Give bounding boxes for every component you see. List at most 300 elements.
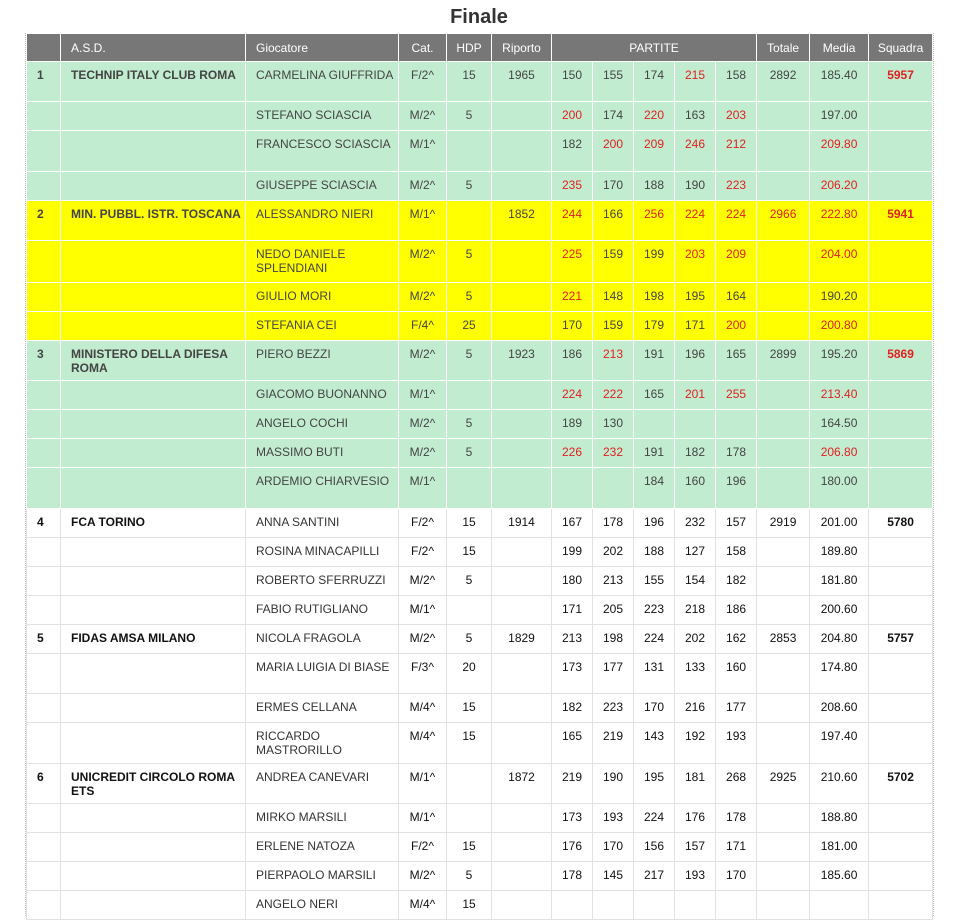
player-category: M/4^ (399, 694, 447, 723)
club-name-empty (61, 891, 246, 920)
game-score: 180 (552, 567, 593, 596)
game-score: 158 (716, 62, 757, 102)
team-squadra-empty (869, 654, 933, 694)
table-row (27, 567, 933, 596)
player-hdp: 5 (447, 341, 492, 381)
player-riporto: 1852 (492, 201, 552, 241)
player-name: ROBERTO SFERRUZZI (246, 567, 399, 596)
team-position-empty (27, 862, 61, 891)
team-totale-empty (757, 804, 810, 833)
player-category: M/1^ (399, 804, 447, 833)
game-score: 196 (634, 509, 675, 538)
game-score: 216 (675, 694, 716, 723)
player-media: 180.00 (810, 468, 869, 509)
player-name: GIUSEPPE SCIASCIA (246, 172, 399, 201)
player-hdp: 5 (447, 283, 492, 312)
player-media: 189.80 (810, 538, 869, 567)
game-score: 203 (675, 241, 716, 283)
game-score: 170 (593, 172, 634, 201)
player-name: ANNA SANTINI (246, 509, 399, 538)
game-score: 224 (675, 201, 716, 241)
club-name-empty (61, 567, 246, 596)
player-name: FRANCESCO SCIASCIA (246, 131, 399, 172)
game-score: 191 (634, 341, 675, 381)
player-riporto (492, 833, 552, 862)
club-name-empty (61, 723, 246, 764)
player-name: MARIA LUIGIA DI BIASE (246, 654, 399, 694)
game-score: 159 (593, 241, 634, 283)
player-category: M/1^ (399, 201, 447, 241)
game-score: 256 (634, 201, 675, 241)
player-riporto (492, 723, 552, 764)
player-hdp: 15 (447, 833, 492, 862)
team-totale-empty (757, 891, 810, 920)
table-row (27, 862, 933, 891)
table-row (27, 172, 933, 201)
game-score (716, 891, 757, 920)
game-score: 199 (552, 538, 593, 567)
game-score (675, 410, 716, 439)
player-riporto (492, 102, 552, 131)
player-category: M/2^ (399, 862, 447, 891)
game-score: 246 (675, 131, 716, 172)
player-riporto (492, 312, 552, 341)
game-score: 173 (552, 654, 593, 694)
player-name: MASSIMO BUTI (246, 439, 399, 468)
player-name: PIERO BEZZI (246, 341, 399, 381)
player-riporto (492, 596, 552, 625)
game-score: 143 (634, 723, 675, 764)
game-score (634, 891, 675, 920)
team-totale-empty (757, 833, 810, 862)
player-media: 195.20 (810, 341, 869, 381)
player-media: 185.40 (810, 62, 869, 102)
game-score: 193 (675, 862, 716, 891)
player-riporto (492, 654, 552, 694)
table-row (27, 804, 933, 833)
player-name: STEFANIA CEI (246, 312, 399, 341)
game-score: 186 (716, 596, 757, 625)
game-score: 205 (593, 596, 634, 625)
player-category: M/2^ (399, 172, 447, 201)
player-media: 181.80 (810, 567, 869, 596)
table-row (27, 654, 933, 694)
table-row (27, 381, 933, 410)
player-category: M/1^ (399, 131, 447, 172)
club-name-empty (61, 312, 246, 341)
table-row (27, 341, 933, 381)
game-score: 174 (593, 102, 634, 131)
table-row (27, 509, 933, 538)
team-squadra: 5780 (869, 509, 933, 538)
player-category: F/4^ (399, 312, 447, 341)
game-score: 200 (552, 102, 593, 131)
club-name-empty (61, 538, 246, 567)
table-row (27, 102, 933, 131)
player-name: ARDEMIO CHIARVESIO (246, 468, 399, 509)
player-category: M/2^ (399, 241, 447, 283)
team-position-empty (27, 312, 61, 341)
team-position-empty (27, 804, 61, 833)
game-score: 209 (634, 131, 675, 172)
game-score: 225 (552, 241, 593, 283)
game-score: 158 (716, 538, 757, 567)
player-media: 181.00 (810, 833, 869, 862)
club-name: FIDAS AMSA MILANO (61, 625, 246, 654)
player-media: 204.00 (810, 241, 869, 283)
game-score: 244 (552, 201, 593, 241)
team-squadra-empty (869, 312, 933, 341)
table-row (27, 62, 933, 102)
team-squadra-empty (869, 468, 933, 509)
game-score: 148 (593, 283, 634, 312)
player-hdp (447, 764, 492, 804)
team-position-empty (27, 131, 61, 172)
team-totale-empty (757, 567, 810, 596)
team-position-empty (27, 102, 61, 131)
team-totale-empty (757, 654, 810, 694)
game-score: 189 (552, 410, 593, 439)
game-score: 213 (593, 341, 634, 381)
club-name-empty (61, 804, 246, 833)
player-hdp: 5 (447, 241, 492, 283)
player-riporto (492, 804, 552, 833)
player-media: 206.80 (810, 439, 869, 468)
player-hdp (447, 131, 492, 172)
team-totale-empty (757, 538, 810, 567)
game-score: 232 (593, 439, 634, 468)
game-score: 192 (675, 723, 716, 764)
game-score: 160 (716, 654, 757, 694)
table-row (27, 468, 933, 509)
player-hdp: 5 (447, 102, 492, 131)
team-totale-empty (757, 723, 810, 764)
game-score: 171 (552, 596, 593, 625)
game-score: 218 (675, 596, 716, 625)
player-hdp: 25 (447, 312, 492, 341)
team-squadra-empty (869, 596, 933, 625)
player-media: 185.60 (810, 862, 869, 891)
player-name: ERLENE NATOZA (246, 833, 399, 862)
player-name: ALESSANDRO NIERI (246, 201, 399, 241)
game-score: 215 (675, 62, 716, 102)
game-score: 181 (675, 764, 716, 804)
game-score: 178 (593, 509, 634, 538)
player-hdp: 15 (447, 723, 492, 764)
table-row (27, 723, 933, 764)
table-row (27, 131, 933, 172)
header-hdp: HDP (447, 34, 492, 62)
header-row (27, 34, 933, 62)
game-score (552, 468, 593, 509)
player-riporto: 1829 (492, 625, 552, 654)
player-hdp (447, 201, 492, 241)
player-hdp: 20 (447, 654, 492, 694)
player-name: CARMELINA GIUFFRIDA (246, 62, 399, 102)
team-totale: 2899 (757, 341, 810, 381)
player-hdp: 15 (447, 509, 492, 538)
team-totale-empty (757, 381, 810, 410)
player-name: GIACOMO BUONANNO (246, 381, 399, 410)
player-name: ANDREA CANEVARI (246, 764, 399, 804)
game-score: 174 (634, 62, 675, 102)
game-score: 191 (634, 439, 675, 468)
player-riporto (492, 567, 552, 596)
game-score: 182 (552, 131, 593, 172)
game-score: 209 (716, 241, 757, 283)
team-squadra: 5941 (869, 201, 933, 241)
table-row (27, 596, 933, 625)
player-media: 174.80 (810, 654, 869, 694)
game-score: 170 (716, 862, 757, 891)
game-score: 223 (593, 694, 634, 723)
game-score: 193 (593, 804, 634, 833)
team-position-empty (27, 654, 61, 694)
game-score: 178 (716, 804, 757, 833)
game-score: 165 (716, 341, 757, 381)
team-totale: 2925 (757, 764, 810, 804)
player-riporto: 1923 (492, 341, 552, 381)
game-score: 154 (675, 567, 716, 596)
table-row (27, 241, 933, 283)
team-position: 2 (27, 201, 61, 241)
game-score: 157 (716, 509, 757, 538)
player-name: MIRKO MARSILI (246, 804, 399, 833)
club-name-empty (61, 694, 246, 723)
team-position: 5 (27, 625, 61, 654)
game-score (552, 891, 593, 920)
player-media: 206.20 (810, 172, 869, 201)
team-squadra-empty (869, 172, 933, 201)
game-score: 220 (634, 102, 675, 131)
player-hdp (447, 381, 492, 410)
table-row (27, 625, 933, 654)
game-score: 176 (675, 804, 716, 833)
team-totale: 2892 (757, 62, 810, 102)
table-row (27, 312, 933, 341)
team-position-empty (27, 723, 61, 764)
game-score (593, 891, 634, 920)
game-score: 212 (716, 131, 757, 172)
player-name: ANGELO COCHI (246, 410, 399, 439)
game-score: 195 (634, 764, 675, 804)
game-score: 155 (634, 567, 675, 596)
player-category: M/4^ (399, 723, 447, 764)
player-riporto (492, 862, 552, 891)
game-score: 162 (716, 625, 757, 654)
team-squadra-empty (869, 283, 933, 312)
club-name: MINISTERO DELLA DIFESA ROMA (61, 341, 246, 381)
club-name-empty (61, 654, 246, 694)
player-name: PIERPAOLO MARSILI (246, 862, 399, 891)
game-score: 178 (552, 862, 593, 891)
team-totale-empty (757, 439, 810, 468)
table-row (27, 410, 933, 439)
game-score (716, 410, 757, 439)
player-category: F/2^ (399, 833, 447, 862)
team-squadra-empty (869, 891, 933, 920)
player-category: M/1^ (399, 468, 447, 509)
game-score (675, 891, 716, 920)
player-riporto (492, 131, 552, 172)
player-riporto (492, 241, 552, 283)
club-name-empty (61, 862, 246, 891)
player-media: 200.80 (810, 312, 869, 341)
player-media: 201.00 (810, 509, 869, 538)
player-riporto (492, 538, 552, 567)
player-hdp: 5 (447, 172, 492, 201)
game-score: 198 (593, 625, 634, 654)
player-riporto (492, 468, 552, 509)
game-score (593, 468, 634, 509)
player-hdp (447, 468, 492, 509)
team-totale-empty (757, 694, 810, 723)
player-hdp: 15 (447, 891, 492, 920)
page-title: Finale (450, 6, 508, 28)
game-score: 186 (552, 341, 593, 381)
game-score: 176 (552, 833, 593, 862)
player-hdp (447, 596, 492, 625)
player-riporto: 1872 (492, 764, 552, 804)
player-name: NICOLA FRAGOLA (246, 625, 399, 654)
player-category: M/2^ (399, 625, 447, 654)
game-score: 165 (634, 381, 675, 410)
team-squadra: 5957 (869, 62, 933, 102)
player-hdp: 15 (447, 694, 492, 723)
player-media: 188.80 (810, 804, 869, 833)
player-media (810, 891, 869, 920)
game-score: 217 (634, 862, 675, 891)
header-giocatore: Giocatore (246, 34, 399, 62)
team-position-empty (27, 241, 61, 283)
team-position-empty (27, 596, 61, 625)
player-hdp: 5 (447, 410, 492, 439)
team-totale-empty (757, 312, 810, 341)
player-name: FABIO RUTIGLIANO (246, 596, 399, 625)
game-score: 184 (634, 468, 675, 509)
club-name-empty (61, 283, 246, 312)
player-riporto: 1965 (492, 62, 552, 102)
team-totale-empty (757, 102, 810, 131)
club-name: TECHNIP ITALY CLUB ROMA (61, 62, 246, 102)
player-name: ANGELO NERI (246, 891, 399, 920)
player-media: 213.40 (810, 381, 869, 410)
game-score: 199 (634, 241, 675, 283)
team-totale-empty (757, 410, 810, 439)
club-name-empty (61, 833, 246, 862)
player-media: 208.60 (810, 694, 869, 723)
player-category: M/2^ (399, 410, 447, 439)
team-squadra-empty (869, 241, 933, 283)
player-category: F/3^ (399, 654, 447, 694)
player-hdp (447, 804, 492, 833)
team-squadra: 5869 (869, 341, 933, 381)
game-score: 268 (716, 764, 757, 804)
team-totale-empty (757, 241, 810, 283)
game-score: 200 (593, 131, 634, 172)
player-hdp: 15 (447, 538, 492, 567)
player-riporto (492, 410, 552, 439)
game-score: 159 (593, 312, 634, 341)
game-score: 219 (552, 764, 593, 804)
player-name: STEFANO SCIASCIA (246, 102, 399, 131)
player-category: M/1^ (399, 596, 447, 625)
game-score: 182 (675, 439, 716, 468)
header-media: Media (810, 34, 869, 62)
game-score: 213 (593, 567, 634, 596)
player-riporto: 1914 (492, 509, 552, 538)
header-asd: A.S.D. (61, 34, 246, 62)
team-totale-empty (757, 596, 810, 625)
team-totale-empty (757, 172, 810, 201)
table-row (27, 694, 933, 723)
player-riporto (492, 694, 552, 723)
team-totale-empty (757, 468, 810, 509)
team-squadra-empty (869, 567, 933, 596)
club-name: FCA TORINO (61, 509, 246, 538)
team-position-empty (27, 172, 61, 201)
table-row (27, 439, 933, 468)
player-category: M/1^ (399, 764, 447, 804)
club-name: UNICREDIT CIRCOLO ROMA ETS (61, 764, 246, 804)
team-position-empty (27, 410, 61, 439)
game-score: 188 (634, 172, 675, 201)
game-score: 170 (634, 694, 675, 723)
player-media: 197.00 (810, 102, 869, 131)
player-media: 197.40 (810, 723, 869, 764)
club-name-empty (61, 596, 246, 625)
player-name: GIULIO MORI (246, 283, 399, 312)
game-score (634, 410, 675, 439)
game-score: 223 (634, 596, 675, 625)
player-media: 209.80 (810, 131, 869, 172)
player-hdp: 5 (447, 625, 492, 654)
game-score: 182 (552, 694, 593, 723)
game-score: 193 (716, 723, 757, 764)
game-score: 226 (552, 439, 593, 468)
game-score: 178 (716, 439, 757, 468)
team-position-empty (27, 833, 61, 862)
game-score: 171 (716, 833, 757, 862)
team-totale: 2919 (757, 509, 810, 538)
game-score: 177 (716, 694, 757, 723)
player-media: 200.60 (810, 596, 869, 625)
player-category: F/2^ (399, 538, 447, 567)
game-score: 202 (675, 625, 716, 654)
club-name-empty (61, 172, 246, 201)
game-score: 190 (593, 764, 634, 804)
player-category: M/1^ (399, 381, 447, 410)
player-name: RICCARDO MASTRORILLO (246, 723, 399, 764)
team-squadra-empty (869, 131, 933, 172)
game-score: 224 (634, 625, 675, 654)
game-score: 221 (552, 283, 593, 312)
header-totale: Totale (757, 34, 810, 62)
team-squadra-empty (869, 102, 933, 131)
team-position-empty (27, 381, 61, 410)
player-category: M/2^ (399, 283, 447, 312)
game-score: 222 (593, 381, 634, 410)
game-score: 166 (593, 201, 634, 241)
game-score: 131 (634, 654, 675, 694)
team-totale-empty (757, 283, 810, 312)
player-riporto (492, 172, 552, 201)
team-position: 1 (27, 62, 61, 102)
table-row (27, 891, 933, 920)
player-riporto (492, 381, 552, 410)
player-riporto (492, 283, 552, 312)
game-score: 190 (675, 172, 716, 201)
